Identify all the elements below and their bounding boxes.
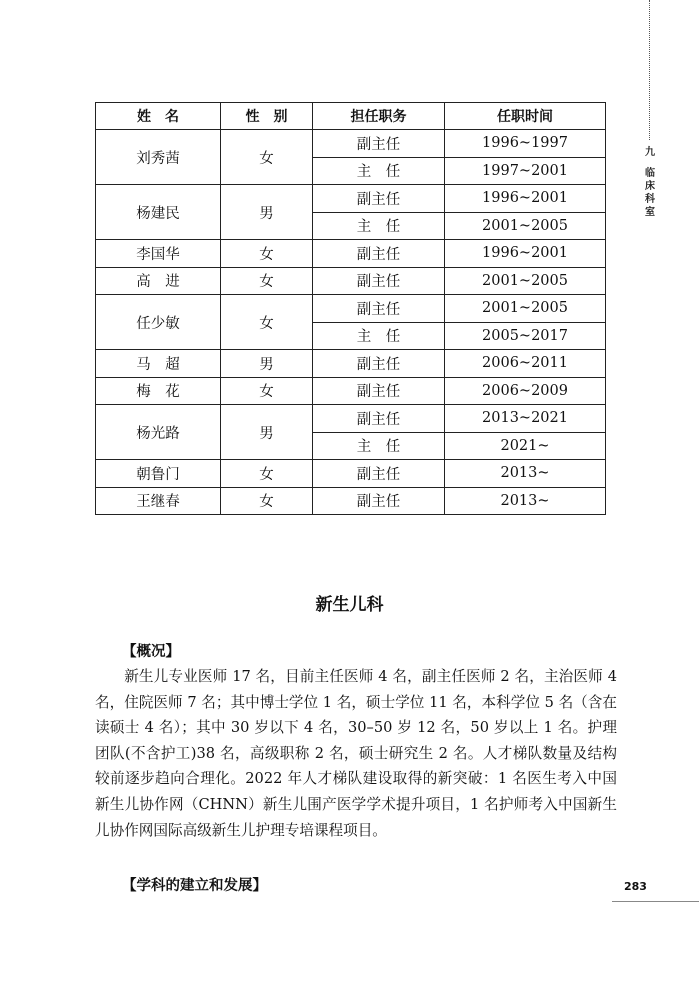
cell-period: 2001~2005 xyxy=(445,267,606,295)
header-name: 姓 名 xyxy=(96,103,221,130)
table-row xyxy=(96,295,606,323)
cell-name: 杨建民 xyxy=(96,185,221,240)
page-number-rule xyxy=(612,901,699,902)
cell-period: 2013~ xyxy=(445,460,606,488)
cell-gender: 女 xyxy=(221,487,313,515)
cell-name: 李国华 xyxy=(96,240,221,268)
section-title: 新生儿科 xyxy=(315,595,384,615)
cell-name: 任少敏 xyxy=(96,295,221,350)
chapter-title-char: 科 xyxy=(645,194,655,205)
chapter-title-char: 室 xyxy=(645,207,655,218)
overview-paragraph: 新生儿专业医师 17 名，目前主任医师 4 名，副主任医师 2 名，主治医师 4 名，住院医师 7 名；其中博士学位 1 名，硕士学位 11 名，本科学位 5 名（含在读硕士 4 名）；其中 30 岁以下 4 名，30–50 岁 12 名，50 岁以上 1 名。护理团队(不含护工)38 名，高级职称 2 名，硕士研究生 2 名。人才梯队数量及结构较前逐步趋向合理化。2022 年人才梯队建设取得的新突破：1 名医生考入中国新生儿协作网（CHNN）新生儿围产医学学术提升项目，1 名护师考入中国新生儿协作网国际高级新生儿护理专培课程项目。 xyxy=(95,668,617,839)
cell-role: 主 任 xyxy=(313,212,445,240)
chapter-number: 九 xyxy=(645,147,655,158)
cell-role: 副主任 xyxy=(313,240,445,268)
page-number: 283 xyxy=(624,880,647,893)
cell-role: 主 任 xyxy=(313,157,445,185)
cell-role: 副主任 xyxy=(313,377,445,405)
cell-role: 副主任 xyxy=(313,487,445,515)
table-row xyxy=(96,487,606,515)
cell-name: 刘秀茜 xyxy=(96,130,221,185)
cell-role: 副主任 xyxy=(313,295,445,323)
header-gender: 性 别 xyxy=(221,103,313,130)
margin-dotted-rule xyxy=(649,0,650,140)
cell-name: 梅 花 xyxy=(96,377,221,405)
cell-period: 2005~2017 xyxy=(445,322,606,350)
cell-gender: 女 xyxy=(221,240,313,268)
cell-name: 朝鲁门 xyxy=(96,460,221,488)
table-row xyxy=(96,130,606,158)
cell-period: 2021~ xyxy=(445,432,606,460)
cell-period: 2013~2021 xyxy=(445,405,606,433)
chapter-title-char: 临 xyxy=(645,168,655,179)
cell-name: 马 超 xyxy=(96,350,221,378)
staff-table xyxy=(95,102,606,515)
overview-heading: 【概况】 xyxy=(122,644,180,660)
cell-period: 1996~2001 xyxy=(445,185,606,213)
table-row xyxy=(96,405,606,433)
table-body xyxy=(96,130,606,515)
table-row xyxy=(96,240,606,268)
cell-name: 王继春 xyxy=(96,487,221,515)
cell-role: 副主任 xyxy=(313,460,445,488)
table-row xyxy=(96,350,606,378)
cell-gender: 女 xyxy=(221,460,313,488)
cell-role: 副主任 xyxy=(313,350,445,378)
chapter-title-char: 床 xyxy=(645,181,655,192)
cell-gender: 男 xyxy=(221,185,313,240)
cell-role: 副主任 xyxy=(313,267,445,295)
cell-name: 杨光路 xyxy=(96,405,221,460)
cell-role: 副主任 xyxy=(313,405,445,433)
cell-period: 2001~2005 xyxy=(445,212,606,240)
cell-gender: 女 xyxy=(221,377,313,405)
cell-period: 2001~2005 xyxy=(445,295,606,323)
cell-period: 1996~2001 xyxy=(445,240,606,268)
cell-gender: 男 xyxy=(221,350,313,378)
cell-period: 2013~ xyxy=(445,487,606,515)
cell-gender: 女 xyxy=(221,267,313,295)
cell-period: 2006~2009 xyxy=(445,377,606,405)
chapter-tab xyxy=(643,146,657,219)
cell-role: 主 任 xyxy=(313,322,445,350)
header-role: 担任职务 xyxy=(313,103,445,130)
table-header-row xyxy=(96,103,606,130)
cell-gender: 女 xyxy=(221,295,313,350)
cell-period: 2006~2011 xyxy=(445,350,606,378)
table-row xyxy=(96,185,606,213)
cell-role: 副主任 xyxy=(313,130,445,158)
cell-period: 1996~1997 xyxy=(445,130,606,158)
cell-name: 高 进 xyxy=(96,267,221,295)
development-heading: 【学科的建立和发展】 xyxy=(122,878,267,894)
cell-gender: 女 xyxy=(221,130,313,185)
cell-period: 1997~2001 xyxy=(445,157,606,185)
cell-role: 主 任 xyxy=(313,432,445,460)
table-row xyxy=(96,377,606,405)
header-period: 任职时间 xyxy=(445,103,606,130)
cell-role: 副主任 xyxy=(313,185,445,213)
cell-gender: 男 xyxy=(221,405,313,460)
table-row xyxy=(96,460,606,488)
table-row xyxy=(96,267,606,295)
